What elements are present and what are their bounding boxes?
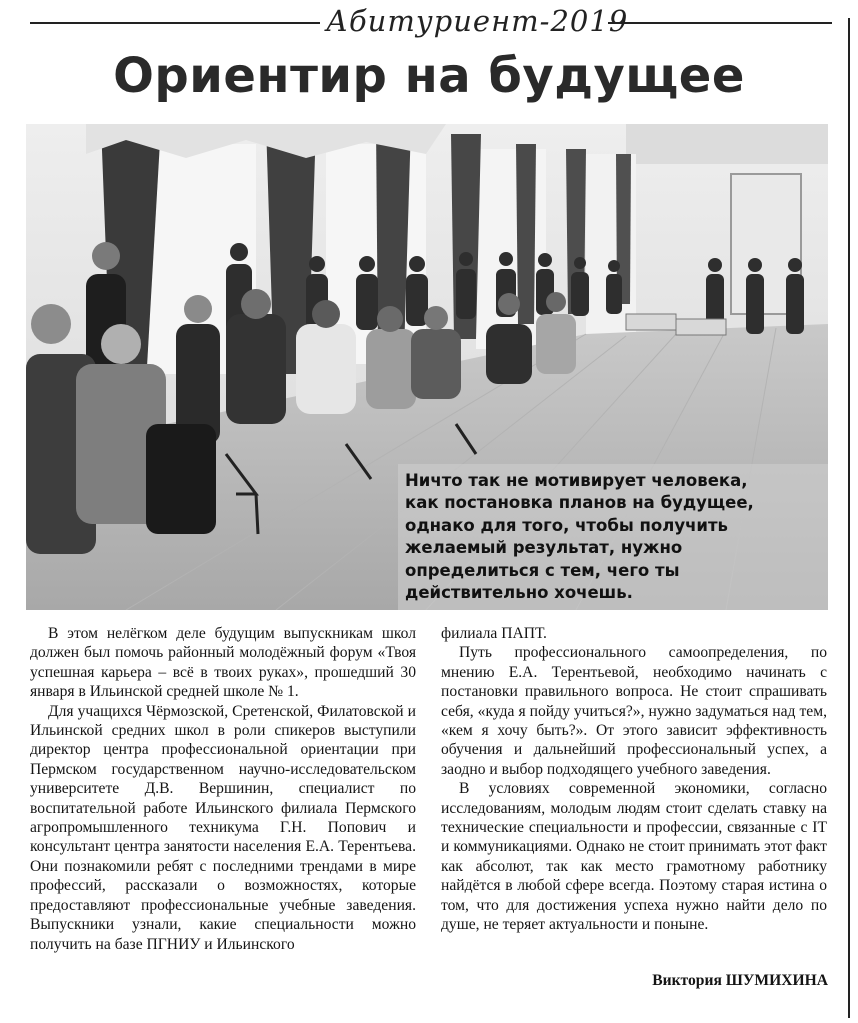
article-author: Виктория ШУМИХИНА bbox=[652, 972, 828, 989]
section-label: Абитуриент-2019 bbox=[326, 4, 629, 38]
pull-quote: Ничто так не мотивирует человека, как постановка планов на будущее, однако для того, чтобы получить желаемый результат, нужно определиться с тем, чего ты действительно хочешь. bbox=[405, 471, 754, 603]
article-paragraph-continued: филиала ПАПТ. bbox=[441, 625, 547, 642]
article-column-1 bbox=[30, 624, 416, 954]
header-rule-right bbox=[608, 22, 832, 24]
section-header bbox=[0, 0, 858, 44]
page-border-right bbox=[848, 18, 850, 1018]
article-paragraph: Для учащихся Чёрмозской, Сретенской, Филатовской и Ильинской средних школ в роли спикеров выступили директор центра профессиональной ориентации при Пермском государственном научно-исследовательском университете Д.В. Вершинин, специалист по воспитательной работе Ильинского филиала Пермского агропромышленного техникума Г.Н. Попович и консультант центра занятости населения Е.А. Терентьева. Они познакомили ребят с последними трендами в мире профессий, рассказали о возможностях, которые предоставляют профессиональные учебные заведения. Выпускники узнали, какие специальности можно получить на базе ПГНИУ и Ильинского bbox=[30, 702, 416, 953]
article-column-2 bbox=[441, 624, 827, 935]
article-photo bbox=[26, 124, 828, 610]
article-headline: Ориентир на будущее bbox=[113, 48, 745, 104]
article-paragraph: В условиях современной экономики, согласно исследованиям, молодым людям стоит сделать ставку на технические специальности и профессии, связанные с IT и коммуникациями. Однако не стоит принимать этот факт как абсолют, так как место грамотному работнику найдётся в любой сфере всегда. Поэтому старая истина о том, что для достижения успеха нужно найти дело по душе, не теряет актуальности и поныне. bbox=[441, 780, 827, 934]
article-paragraph: Путь профессионального самоопределения, по мнению Е.А. Терентьевой, необходимо начинать с постановки правильного вопроса. Не стоит спрашивать себя, «куда я пойду учиться?», нужно задуматься над тем, «кем я хочу быть?». От этого зависит эффективность обучения и дальнейший профессиональный успех, а заодно и выбор подходящего учебного заведения. bbox=[441, 644, 827, 778]
article-paragraph: В этом нелёгком деле будущим выпускникам школ должен был помочь районный молодёжный форум «Твоя успешная карьера – всё в твоих руках», прошедший 30 января в Ильинской средней школе № 1. bbox=[30, 625, 416, 701]
header-rule-left bbox=[30, 22, 320, 24]
